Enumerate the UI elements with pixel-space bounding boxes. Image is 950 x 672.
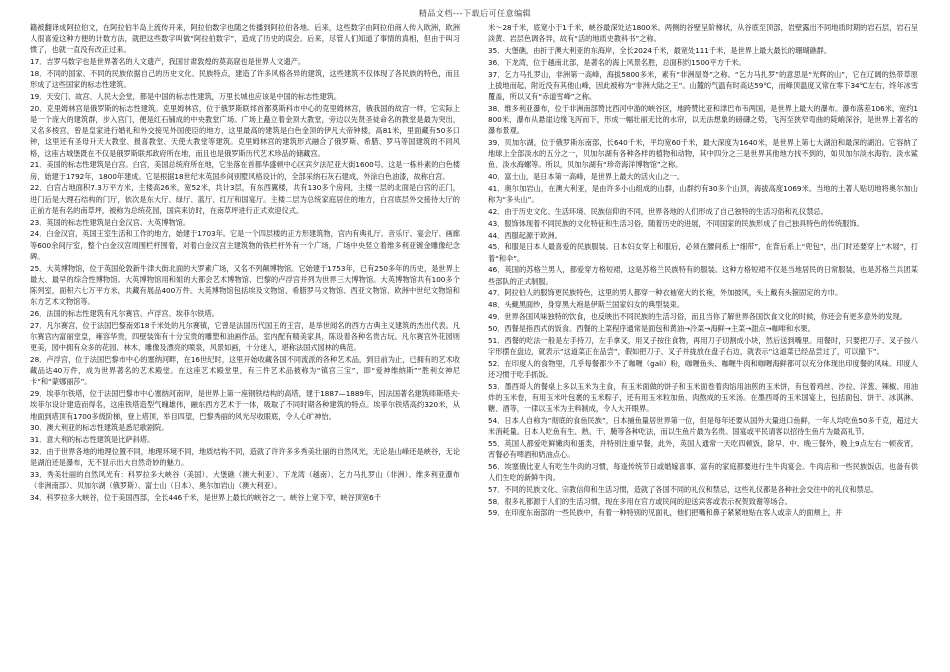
left-column — [30, 22, 460, 662]
paragraph: 45．和服是日本人最喜爱的民族服装。日本妇女穿上和服后，必须在腰间系上“细带”，在背后系上“兜包”，出门时还要穿上“木屐”，打着“和伞”。 — [488, 242, 918, 263]
paragraph: 32．由于世界各地的地理位置不同，地理环境不同，地质结构不同，造就了许许多多秀美壮丽的自然风光，无论是山峰还是峡谷，无论是湖泊还是瀑布，无不显示出大自然奇妙的魅力。 — [30, 447, 460, 468]
paragraph: 41．奥尔加岩山，在澳大利亚，是由许多小山组成的山群，山群约有30多个山顶，海拔高度1069米。当地的土著人贴切地将奥尔加山称为“多头山”。 — [488, 184, 918, 205]
paragraph: 53．墨西哥人的餐桌上多以玉米为主食，有玉米面做的饼子和玉米面卷着肉馅用油煎的玉米饼，有包着鸡丝、沙拉、洋葱、辣椒、用油炸的玉米卷，有用玉米叶包裹的玉米粽子，还有用玉米粒加鱼、肉熬成的玉米汤。在墨西哥的玉米国宴上，包括面包、饼干、冰淇淋、糖、酒等，一律以玉米为主料制成，令人大开眼界。 — [488, 381, 918, 413]
paragraph: 37．乞力马扎罗山，非洲第一高峰，海拔5800多米，素有“非洲屋脊”之称。“乞力马扎罗”的意思是“光辉的山”，它在辽阔的热带草原上拔地而起，附近没有其他山峰，因此被称为“非洲大陆之王”。山麓的气温有时高达59℃，而峰顶温度又常在零下34℃左右，终年冰雪覆盖，所以又有“赤道雪峰”之称。 — [488, 69, 918, 101]
paragraph: 23．英国的标志性建筑是白金汉宫、大英博物馆。 — [30, 217, 191, 227]
paragraph: 米～28千米，底宽小于1千米，峡谷最深处达1800米。两侧的谷壁呈阶梯状，从谷底至顶部，岩壁露出不同地质时期的岩石层，岩石呈淡黄、岩层色调各异，故有“活的地质史教科书”之称。 — [488, 23, 918, 44]
paragraph: 30．澳大利亚的标志性建筑是悉尼歌剧院。 — [30, 423, 169, 433]
paragraph: 25．大英博物馆，位于英国伦敦新牛津大街北面的大罗素广场，又名不列颠博物馆。它始建于1753年，已有250多年的历史，是世界上最大、最早的综合性博物馆。大英博物馆用和姐的大都会艺术博物馆、巴黎的卢浮宫并列为世界三大博物馆。大英博物馆共有100多个陈列室，面积六七万平方米，共藏有展品400万件。大英博物馆包括埃及文物馆、希腊罗马文物馆、西亚文物馆、欧洲中世纪文物馆和东方艺术文物馆等。 — [30, 263, 460, 307]
paragraph: 籍被翻译成阿拉伯文，在阿拉伯半岛上流传开来，阿拉伯数字也随之传播到阿拉伯各地。后来，这些数字由阿拉伯商人传入欧洲，欧洲人很喜爱这种方便的计数方法，就把这些数字叫做“阿拉伯数字”，造成了历史的误会。后来，尽管人们知道了事情的真相，但由于叫习惯了，也就一直没有改正过来。 — [30, 23, 460, 55]
paragraph: 57．不同的民族文化、宗教信仰和生活习惯，造就了各国不同的礼仪和禁忌，这些礼仪都是各种社会交往中的礼仪和禁忌。 — [488, 484, 879, 494]
paragraph: 44．西服起源于欧洲。 — [488, 230, 562, 240]
paragraph: 40．富士山，是日本第一高峰，是世界上最大的活火山之一。 — [488, 172, 685, 182]
paragraph: 39．贝加尔湖，位于俄罗斯东南部，长640千米，平均宽60千米，最大深度为1640米，是世界上第七大湖泊和最深的湖泊。它容纳了地球上全部淡水的五分之一，贝加尔湖有各种各样的植物和动物，其中四分之三是世界其他地方找不到的，如贝加尔淡水海豹、淡水鲨鱼、淡水海螺等。所以，贝加尔湖有“珍奇海洋博物馆”之称。 — [488, 138, 918, 170]
paragraph: 52．在印度人的食物里，几乎每餐都少不了咖喱（gali）粉，咖喱鱼头、咖喱牛肉和咖喱海鲜都可以充分体现出印度餐的风味。印度人还习惯于吃手抓饭。 — [488, 358, 918, 379]
paragraph: 29．埃菲尔铁塔，位于法国巴黎市中心塞纳河南岸，是世界上第一座钢铁结构的高塔，建于1887—1889年，因法国著名建筑师斯塔夫·埃菲尔设计建造而得名，这座铁塔造型气魄雄伟，融东西方艺术于一体，吸取了不同时期各种建筑的特点。埃菲尔铁塔高约320米，从地面到塔顶有1700多级阶梯，登上塔顶，举目四望，巴黎秀丽的风光尽收眼底，令人心旷神怡。 — [30, 389, 460, 421]
right-column — [488, 22, 918, 662]
paragraph: 54．日本人自称为“彻底的食鱼民族”，日本捕鱼量居世界第一位，但是每年还要从国外大量进口鱼鲜，一年人均吃鱼50多千克，超过大米消耗量。日本人吃鱼有生、熟、干、腌等各种吃法，而以生鱼片最为名贵。国宴或平民请客以招待生鱼片为最高礼节。 — [488, 415, 918, 436]
paragraph: 19．天安门、故宫、人民大会堂，都是中国的标志性建筑，万里长城也应该是中国的标志性建筑。 — [30, 92, 342, 101]
paragraph: 48．头戴黑面纱，身穿黑大袍是伊斯兰国家妇女的典型装束。 — [488, 300, 685, 310]
paragraph: 49．世界各国风味独特的饮食，也反映出不同民族的生活习俗，而且当你了解世界各国饮食文化的时候，你还会有更多意外的发现。 — [488, 311, 907, 321]
paragraph: 33．秀美壮丽的自然风光有：科罗拉多大峡谷（美国）、大堡礁（澳大利亚）、下龙湾（越南）、乞力马扎罗山（非洲）、维多利亚瀑布（非洲南部）、贝加尔湖（俄罗斯）、富士山（日本）、奥尔加岩山（澳大利亚）。 — [30, 470, 460, 491]
paragraph: 18．不同的国家、不同的民族依据自己的历史文化、民族特点，建造了许多风格各异的建筑，这些建筑不仅体现了各民族的特色，而且形成了这些国家的标志性建筑。 — [30, 69, 460, 90]
paragraph: 27．凡尔赛宫，位于法国巴黎南郊18千米处的凡尔赛镇，它曾是法国历代国王的王宫，是举世闻名的西方古典主义建筑的杰出代表。凡尔赛宫内富丽堂皇，雍容华贵，四壁装饰有十分宝贵的雕塑和油画作品，室内配有精美家具，陈设着各种名贵古玩。凡尔赛宫外花园则更美，园中拥有众多的花园、林木、雕像及漂亮的喷泉，风景如画，十分迷人，堪称法国式园林的典范。 — [30, 320, 460, 353]
paragraph: 20．克里姆林宫是俄罗斯的标志性建筑。克里姆林宫，位于俄罗斯联邦首都莫斯科市中心的克里姆林宫，俄我国的故宫一样，它实际上是一个庞大的建筑群，步入宫门，便是红石铺成的中央教堂广场。广场上矗立着金顶大教堂，旁边以先贤圣徒命名的教堂是最为突出，又名多棱宫，曾是皇家进行婚礼和外交接见外国使臣的地方，这里最高的建筑是白色金顶的伊凡大帝钟楼，高81米，里面藏有50多口钟，这里还有圣母升天大教堂、报喜教堂、天使大教堂等建筑。克里姆林宫的建筑形式融合了俄罗斯、希腊、罗马等国建筑的不同风格，这座古城堡既在不仅是俄罗斯联邦政府所在地，而且也是俄罗斯历代艺术珍品的储藏宫。 — [30, 103, 460, 158]
paragraph: 38．维多利亚瀑布，位于非洲南部赞比西河中游的峡谷区，地跨赞比亚和津巴布韦两国，是世界上最大的瀑布。瀑布落差106米，宽约1800米，瀑布从悬崖边缘飞泻而下，形成一幅壮丽无比的水帘，以无法想象的磅礴之势，飞泻至狭窄弯曲的陡峭深谷，是世界上著名的瀑布景观。 — [488, 103, 918, 136]
paragraph: 55．英国人都爱吃鲜嫩肉和蛋类，并特别注重早餐，此外，英国人通常一天吃四顿饭，除早、中、晚三餐外，晚上9点左右一顿夜宵，宵餐必有啤酒和奶油点心。 — [488, 438, 918, 459]
paragraph: 21．美国的标志性建筑是白宫。白宫，美国总统府所在地，它坐落在首都华盛顿中心区宾夕法尼亚大街1600号。这是一栋朴素的白色楼房，始建于1792年，1800年建成。它是根据18世纪末英国乡间别墅风格设计的，全部采纳石灰石建成，外涂白色油漆，故称白宫。 — [30, 160, 460, 181]
paragraph: 50．西餐是指西式的饭食。西餐的上菜程序通常是面包和黄油→冷菜→海鲜→主菜→甜点→咖啡和水果。 — [488, 323, 815, 333]
paragraph: 59．在印度东南部的一些民族中，有着一种特别的见面礼，他们把嘴和鼻子紧紧地贴在客人或亲人的面颊上，并 — [488, 508, 843, 518]
paragraph: 56．埃塞俄比亚人有吃生牛肉的习惯，每逢传统节日或婚嫁喜事，富有的家庭都要进行生牛肉宴会。牛肉店和一些民族饭店，也备有供人们生吃的新鲜牛肉。 — [488, 461, 918, 482]
paragraph: 24．白金汉宫，英国王室生活和工作的地方，始建于1703年。它是一个四层楼的正方形建筑物，宫内有典礼厅、音乐厅、宴会厅、画廊等600余间厅室，整个白金汉宫周围栏杆围着，对着白金汉宫主建筑物的铁栏杆外有一个广场，广场中央竖立着维多利亚镀金雕像纪念碑。 — [30, 229, 460, 261]
paragraph: 22．白宫占地面积7.3万平方米，主楼高26米，宽52米，共计3层，有东西翼楼，共有130多个房间，主楼一层的北面是白宫的正门，进门后是大理石结构的门厅，依次是东大厅、绿厅、蓝厅、红厅和国宴厅。主楼二层为总统家庭居住的地方，白宫底层外交接待大厅的正前方是有名的南草坪，被称为总统花园，国宾来访时，在南草坪进行正式欢迎仪式。 — [30, 183, 460, 215]
paragraph: 43．服饰体现着不同民族的文化特征和生活习俗，随着历史的进展，不同国家的民族形成了自己独具特色的传统服饰。 — [488, 218, 864, 228]
paragraph: 46．英国的苏格兰男人，都爱穿方格短裙，这是苏格兰民族特有的服装。这种方格短裙不仅是当地居民的日常服装，也是苏格兰兵团某些部队的正式制服。 — [488, 265, 918, 286]
paragraph: 58．很多礼都源于人们的生活习惯，现在多用在官方或民间的迎送宾客或表示祝贺致谢等场合。 — [488, 496, 792, 506]
paragraph: 34．科罗拉多大峡谷，位于美国西部，全长446千米，是世界上最长的峡谷之一。峡谷上宽下窄，峡谷顶宽6千 — [30, 493, 381, 503]
paragraph: 47．阿拉伯人的服饰更民族特色，这里的男人都穿一种衣袖宽大的长袍，外加披风，头上戴有头箍固定的方巾。 — [488, 288, 843, 298]
paragraph: 42．由于历史文化、生活环境、民族信仰的不同，世界各地的人们形成了自己独特的生活习俗和礼仪禁忌。 — [488, 207, 828, 216]
paragraph: 17．吉罗马数字也是世界著名的人文遗产，我国甘肃敦煌的莫高窟也是世界人文遗产。 — [30, 57, 306, 67]
paragraph: 28．卢浮宫，位于法国巴黎市中心的塞纳河畔，在16世纪时，这里开始收藏各国不同流派的各种艺术品，到目前为止，已拥有的艺术收藏品达40万件，成为世界著名的艺术殿堂。在这座艺术殿堂里，有三件艺术品被称为“镇宫三宝”，即“爱神维纳斯”“胜利女神尼卡”和“蒙娜丽莎”。 — [30, 355, 460, 387]
paragraph: 31．意大利的标志性建筑是比萨斜塔。 — [30, 435, 155, 445]
paragraph: 36．下龙湾，位于越南北部，是著名的海上风景名胜，总面积约1500平方千米。 — [488, 57, 746, 67]
page-header: 精品文档---下载后可任意编辑 — [418, 9, 532, 18]
paragraph: 35．大堡礁，由折于澳大利亚的东海岸，全长2024千米，最宽处111千米，是世界上最大最长的珊瑚礁群。 — [488, 46, 832, 55]
paragraph: 26．法国的标志性建筑有凡尔赛宫、卢浮宫、埃菲尔铁塔。 — [30, 309, 219, 319]
paragraph: 51．西餐的吃法一般是左手持刀，左手拿叉，用叉子按住食物，再用刀子切割成小块，然后送到嘴里。用餐时，只要把刀子、叉子按八字形摆在盘边，就表示“这道菜正在品尝”，假如把刀子、叉子并拢放在盘子右边，就表示“这道菜已经品尝过了，可以撤下”。 — [488, 335, 918, 356]
